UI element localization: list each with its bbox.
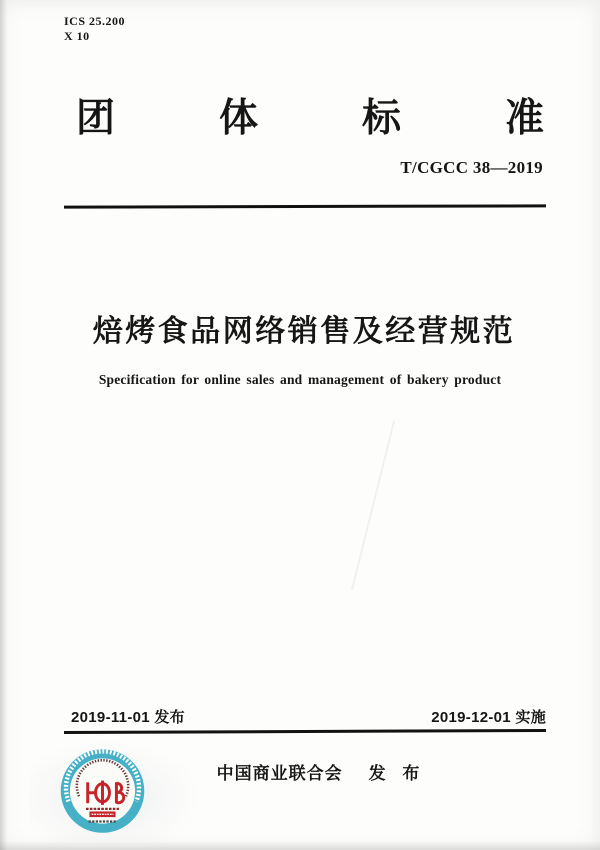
ics-classification-block <box>64 14 125 44</box>
scan-streak-artifact <box>351 420 395 590</box>
implementation-date: 2019-12-01 实施 <box>431 709 546 726</box>
publisher-name: 中国商业联合会 <box>216 764 343 783</box>
standard-type-char: 体 <box>218 97 258 140</box>
ics-code: ICS 25.200 <box>64 14 126 28</box>
standard-type-char: 准 <box>504 97 544 140</box>
cgcc-certification-seal-icon <box>59 747 146 835</box>
standard-type-char: 团 <box>76 97 116 140</box>
header-rule <box>64 204 546 208</box>
standard-type-char: 标 <box>361 97 401 140</box>
scan-edge-shadow-left <box>0 0 7 850</box>
publish-action-label: 发 布 <box>368 764 426 783</box>
issue-date: 2019-11-01 发布 <box>71 709 185 726</box>
standard-type-title <box>76 98 544 141</box>
standard-number: T/CGCC 38—2019 <box>400 158 543 177</box>
scan-edge-shadow-bottom <box>0 841 600 850</box>
document-title-chinese: 焙烤食品网络销售及经营规范 <box>92 315 516 348</box>
footer-rule <box>64 729 546 734</box>
document-title-english: Specification for online sales and management of bakery product <box>98 372 502 387</box>
dates-row <box>71 706 546 727</box>
classification-code: X 10 <box>64 29 90 43</box>
